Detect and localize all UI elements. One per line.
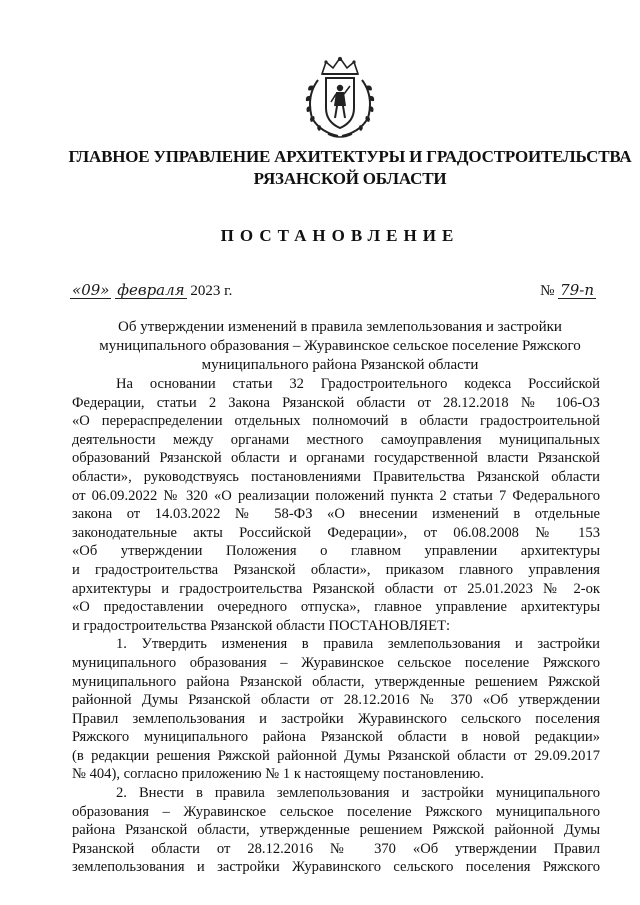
body-line: землепользования и застройки Журавинского сельского поселения Ряжского: [72, 859, 600, 876]
body-line: от 06.09.2022 № 320 «О реализации положений пункта 2 статьи 7 Федерального: [72, 487, 600, 504]
body-line: (в редакции решения Ряжской районной Думы Рязанской области от 29.09.2017: [72, 747, 600, 764]
body-line: области», руководствуясь постановлениями Правительства Рязанской области: [72, 468, 600, 485]
body-line: закона от 14.03.2022 № 58-ФЗ «О внесении изменений в отдельные: [72, 506, 600, 523]
number-prefix: №: [540, 283, 555, 299]
body-line: деятельности между органами местного самоуправления муниципальных: [72, 431, 600, 448]
title-line: муниципального образования – Журавинское сельское поселение Ряжского: [99, 338, 581, 354]
body-line: и градостроительства Рязанской области», приказом главного управления: [72, 561, 600, 578]
number-value: 79-п: [560, 281, 594, 299]
document-body: [72, 375, 600, 877]
body-line: районной Думы Рязанской области от 28.12.2016 № 370 «Об утверждении: [72, 692, 600, 709]
body-line: архитектуры и градостроительства Рязанской области от 25.01.2023 № 2-ок: [72, 580, 600, 597]
body-line: образований Рязанской области и органами государственной власти Рязанской: [72, 450, 600, 467]
date-month: февраля: [117, 281, 185, 299]
body-line: законодательные акты Российской Федерации», от 06.08.2008 № 153: [72, 524, 600, 541]
document-title: [80, 318, 600, 375]
date-day: «09»: [72, 281, 110, 299]
body-line: Ряжского муниципального района Рязанской области в новой редакции»: [72, 729, 600, 746]
body-line: муниципального района Рязанской области, утвержденные решением Ряжской: [72, 673, 600, 690]
date-year: 2023 г.: [190, 283, 233, 299]
body-line: «О предоставлении очередного отпуска», главное управление архитектуры: [72, 599, 600, 616]
body-line: 1. Утвердить изменения в правила землепользования и застройки: [116, 636, 600, 653]
organization-line-1: ГЛАВНОЕ УПРАВЛЕНИЕ АРХИТЕКТУРЫ И ГРАДОСТРОИТЕЛЬСТВА: [68, 147, 632, 166]
body-line: «О перераспределении отдельных полномочий в области градостроительной: [72, 413, 600, 430]
body-line: «Об утверждении Положения о главном управлении архитектуры: [72, 543, 600, 560]
title-line: Об утверждении изменений в правила землепользования и застройки: [118, 319, 562, 335]
title-line: муниципального района Рязанской области: [201, 357, 479, 373]
body-line: На основании статьи 32 Градостроительного кодекса Российской: [116, 376, 600, 392]
body-line: Рязанской области от 28.12.2016 № 370 «Об утверждении Правил: [72, 840, 600, 857]
body-line: 2. Внести в правила землепользования и застройки муниципального: [116, 785, 600, 802]
body-line: № 404), согласно приложению № 1 к настоящему постановлению.: [72, 766, 484, 783]
document-number: [540, 282, 596, 300]
body-line: Правил землепользования и застройки Журавинского сельского поселения: [72, 710, 600, 727]
document-date: [70, 282, 232, 300]
document-type: ПОСТАНОВЛЕНИЕ: [220, 226, 460, 245]
organization-header: [60, 146, 640, 190]
body-line: Федерации, статьи 2 Закона Рязанской области от 28.12.2018 № 106-ОЗ: [72, 394, 600, 411]
organization-line-2: РЯЗАНСКОЙ ОБЛАСТИ: [253, 169, 447, 188]
coat-of-arms-emblem: [300, 56, 380, 140]
body-line: района Рязанской области, утвержденные решением Ряжской районной Думы: [72, 822, 600, 839]
body-line: муниципального образования – Журавинское сельское поселение Ряжского: [72, 654, 600, 671]
body-line: образования – Журавинское сельское поселение Ряжского муниципального: [72, 803, 600, 820]
body-line: и градостроительства Рязанской области ПОСТАНОВЛЯЕТ:: [72, 617, 451, 634]
